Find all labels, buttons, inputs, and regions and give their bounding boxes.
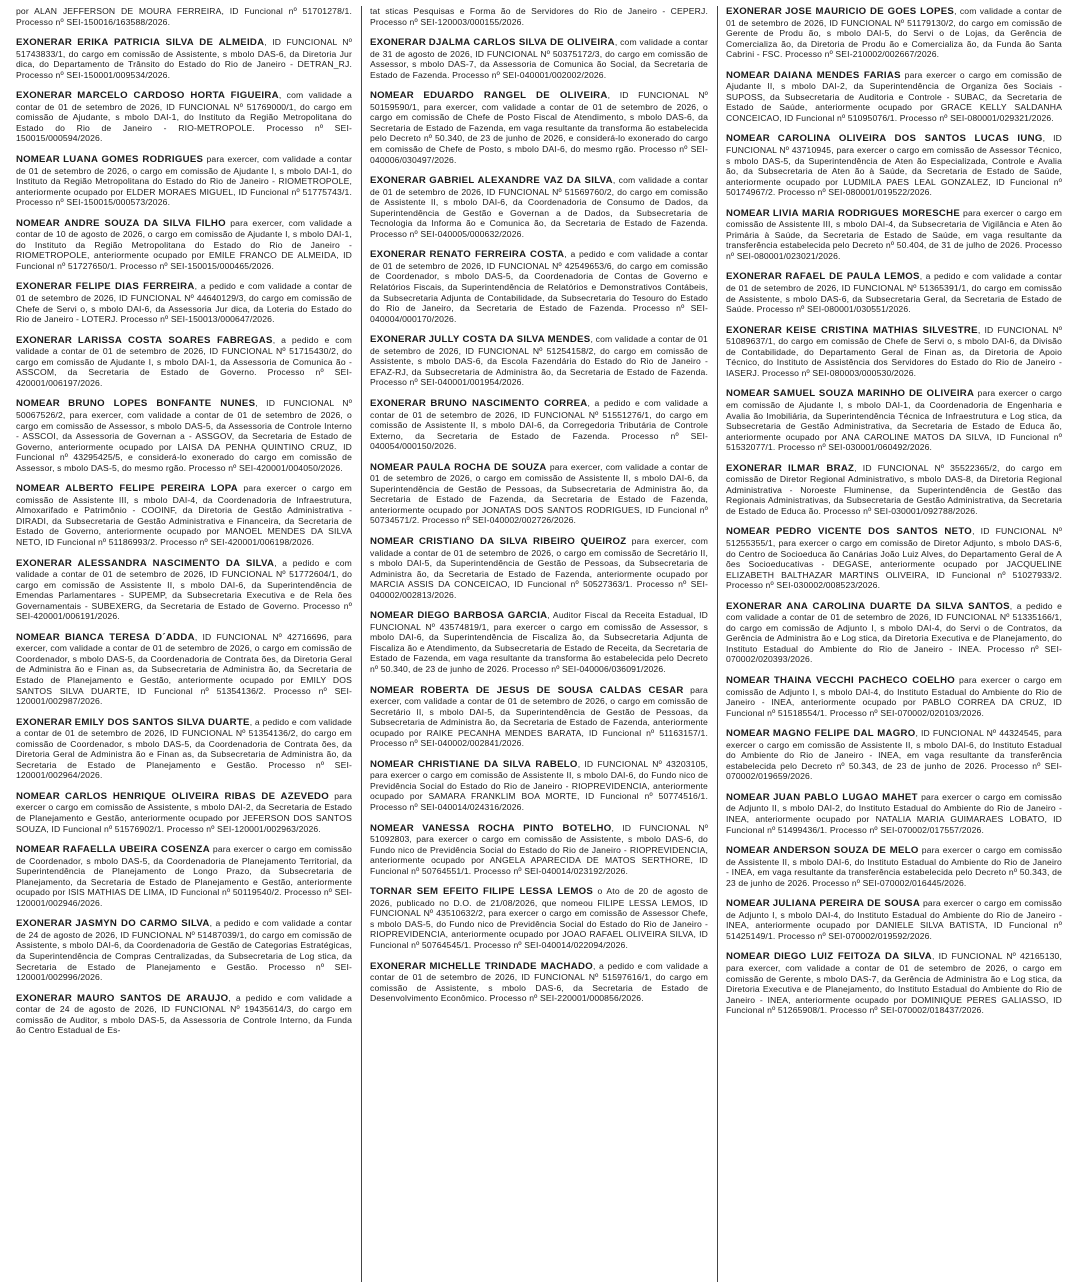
act-body-text: para exercer o cargo em comissão de Ajudante I, s mbolo DAI-1, da Coordenadoria de Engenharia e Avalia ão Imobiliária, da Superintendência Técnica de Infraestrutura e Log stica, da Subsecretaria de Gestão Administrativa, da Secretaria de Estado de Educa ão, anteriormente ocupado por ANA CAROLINE MATOS DA SILVA, ID Funcional nº 51532077/1. Processo nº SEI-030001/060492/2026. [726, 388, 1062, 453]
act-verb: NOMEAR [726, 791, 770, 803]
person-name: LUANA GOMES RODRIGUES [63, 154, 204, 166]
act-body-text: o Ato de 20 de agosto de 2026, publicado no D.O. de 21/08/2026, que nomeou FILIPE LESSA LEMOS, ID FUNCIONAL Nº 43510632/2, para exercer o cargo em comissão de Assessor Chefe, s mbolo DAS-5, do Fundo nico de Previdência Social do Estado do Rio de Janeiro - RIOPREVIDENCIA, anteriormente ocupado por JOAO RAFAEL OLIVEIRA SILVA, ID Funcional nº 50764545/1. Processo nº SEI-040014/022094/2026. [370, 886, 708, 951]
act-body-text: , a pedido e com validade a contar de 01 de setembro de 2026, ID FUNCIONAL Nº 51551276/1, do cargo em comissão de Assistente II, s mbolo DAI-6, da Corregedoria Tributária de Controle Externo, da Secretaria de Estado de Fazenda. Processo nº SEI-040054/000150/2026. [370, 397, 708, 452]
act-entry [370, 249, 708, 324]
act-entry [16, 632, 352, 707]
act-body-text: , a pedido e com validade a contar de 24 de agosto de 2026, ID FUNCIONAL Nº 51487039/1, do cargo em comissão de Assistente, s mbolo DAI-6, da Coordenadoria de Gestão de Categorias Estratégicas, da Superintendência de Compras Centralizadas, da Subsecretaria de Log stica, da Secretaria de Estado de Planejamento e Gestão. Processo nº SEI-120001/002996/2026. [16, 918, 352, 983]
act-verb: NOMEAR [726, 526, 770, 538]
act-body-text: , com validade a contar de 01 de setembro de 2026, ID FUNCIONAL Nº 51769000/1, do cargo em comissão de Ajudante, s mbolo DAI-1, do Instituto da Região Metropolitana do Estado do Rio de Janeiro - RIO-METROPOLE. Processo nº SEI-150015/000594/2026. [16, 90, 352, 144]
column-divider [361, 6, 362, 1282]
person-name: JULLY COSTA DA SILVA MENDES [428, 334, 591, 346]
person-name: MAGNO FELIPE DAL MAGRO [772, 728, 916, 740]
act-verb: NOMEAR [726, 951, 770, 963]
person-name: VANESSA ROCHA PINTO BOTELHO [422, 822, 612, 834]
person-name: KEISE CRISTINA MATHIAS SILVESTRE [786, 324, 978, 336]
person-name: MAURO SANTOS DE ARAUJO [76, 992, 229, 1004]
act-body-text: para exercer o cargo em comissão de Adjunto II, s mbolo DAI-2, do Instituto Estadual do Ambiente do Rio de Janeiro - INEA, anteriormente ocupado por NATALIA MARIA GUIMARAES LOBATO, ID Funcional nº 51499436/1. Processo nº SEI-070002/017557/2026. [726, 791, 1062, 835]
act-verb: EXONERAR [370, 397, 426, 409]
act-entry [726, 898, 1062, 941]
act-body-text: , ID FUNCIONAL Nº 44324545, para exercer o cargo em comissão de Assistente II, s mbolo DAI-6, do Instituto Estadual do Ambiente do Rio de Janeiro - INEA, em vaga resultante da transferência estabelecida pelo Decreto nº 50.343, de 23 de junho de 2026. Processo nº SEI-070002/019659/2026. [726, 728, 1062, 782]
person-name: ANDRE SOUZA DA SILVA FILHO [64, 217, 226, 229]
person-name: LIVIA MARIA RODRIGUES MORESCHE [772, 207, 961, 219]
person-name: RAFAELLA UBEIRA COSENZA [62, 844, 210, 856]
act-body-text: para exercer, com validade a contar de 01 de setembro de 2026, o cargo em comissão de Ajudante I, s mbolo DAI-1, do Instituto da Região Metropolitana do Estado do Rio de Janeiro - RIOMETROPOLE, anteriormente ocupado por ELDER MORAES MIGUEL, ID Funcional nº 51775743/1. Processo nº SEI-150015/000573/2026. [16, 154, 352, 208]
person-name: PEDRO VICENTE DOS SANTOS NETO [775, 526, 973, 538]
act-verb: NOMEAR [16, 217, 60, 229]
act-entry [16, 844, 352, 908]
act-entry [16, 717, 352, 781]
act-entry [370, 685, 708, 749]
act-entry [370, 961, 708, 1004]
act-body-text: , a pedido e com validade a contar de 01 de setembro de 2026, ID FUNCIONAL Nº 44640129/3, do cargo em comissão de Chefe de Servi o, s mbolo DAI-6, da Assessoria Jur dica, da Loteria do Estado do Rio de Janeiro - LOTERJ. Processo nº SEI-150013/000647/2026. [16, 281, 352, 325]
act-entry [370, 823, 708, 877]
act-verb: NOMEAR [16, 844, 60, 856]
person-name: JULIANA PEREIRA DE SOUSA [772, 898, 921, 910]
act-entry [726, 271, 1062, 314]
person-name: JOSE MAURICIO DE GOES LOPES [785, 6, 955, 17]
act-entry [370, 90, 708, 165]
person-name: MARCELO CARDOSO HORTA FIGUEIRA [77, 90, 279, 102]
act-verb: NOMEAR [370, 535, 414, 547]
person-name: FILIPE LESSA LEMOS [483, 886, 594, 898]
person-name: DIEGO LUIZ FEITOZA DA SILVA [773, 951, 932, 963]
act-verb: EXONERAR [726, 271, 782, 283]
act-entry [16, 398, 352, 473]
person-name: EMILY DOS SANTOS SILVA DUARTE [74, 716, 250, 728]
act-verb: EXONERAR [370, 334, 426, 346]
person-name: BIANCA TERESA D´ADDA [64, 631, 195, 643]
person-name: CAROLINA OLIVEIRA DOS SANTOS LUCAS IUNG [777, 133, 1043, 145]
person-name: DAIANA MENDES FARIAS [773, 69, 901, 81]
act-verb: EXONERAR [16, 90, 72, 102]
act-verb: EXONERAR [370, 960, 426, 972]
act-entry [726, 6, 1062, 60]
act-entry [370, 334, 708, 388]
act-body-text: para exercer o cargo em comissão de Assistente III, s mbolo DAI-4, da Subsecretaria de Vigilância e Aten ão Primária à Saúde, da Secretaria de Estado de Saúde, em vaga resultante da transferência estabelecida pelo Decreto nº 50.404, de 31 de julho de 2026. Processo nº SEI-080001/023021/2026. [726, 207, 1062, 261]
act-entry [16, 90, 352, 144]
act-entry [16, 483, 352, 547]
person-name: BRUNO NASCIMENTO CORREA [430, 397, 588, 409]
act-body-text: por ALAN JEFFERSON DE MOURA FERREIRA, ID Funcional nº 51701278/1. Processo nº SEI-150016/163588/2026. [16, 6, 352, 27]
act-body-text: , ID FUNCIONAL Nº 42165130, para exercer, com validade a contar de 01 de setembro de 2026, o cargo em comissão de Gerente, s mbolo DAS-7, da Gerência de Administra ão e Log stica, da Diretoria Executiva e de Planejamento, do Instituto Estadual do Ambiente do Rio de Janeiro - INEA, anteriormente ocupado por DOMINIQUE PERES GALIASSO, ID Funcional nº 51265908/1. Processo nº SEI-070002/018437/2026. [726, 951, 1062, 1016]
act-verb: EXONERAR [726, 600, 782, 612]
act-verb: NOMEAR [370, 461, 414, 473]
act-entry [726, 133, 1062, 197]
act-body-text: para exercer o cargo em comissão de Ajudante II, s mbolo DAI-2, da Superintendência de Organiza ões Sociais - SUPOSS, da Subsecretaria de Auditoria e Controle - SUBAC, da Secretaria de Estado de Saúde, anteriormente ocupado por GRACE KELLY SALDANHA CONCEICAO, ID Funcional nº 51095076/1. Processo nº SEI-080001/029321/2026. [726, 69, 1062, 123]
act-body-text: , a pedido e com validade a contar de 01 de setembro de 2026, ID FUNCIONAL Nº 51335166/1, do cargo em comissão de Adjunto I, s mbolo DAI-4, do Servi o de Contratos, da Gerência de Administra ão e Log stica, da Diretoria Executiva e de Planejamento, do Instituto Estadual do Ambiente do Rio de Janeiro - INEA. Processo nº SEI-070002/020393/2026. [726, 600, 1062, 665]
act-verb: NOMEAR [370, 610, 414, 622]
person-name: ALESSANDRA NASCIMENTO DA SILVA [77, 557, 275, 569]
act-entry [726, 951, 1062, 1015]
act-body-text: , a pedido e com validade a contar de 01 de setembro de 2026, ID FUNCIONAL Nº 51354136/2, do cargo em comissão de Coordenador, s mbolo DAS-5, da Coordenadoria de Contrata ões, da Diretoria Geral de Administra ão e Finan as, da Subsecretaria de Administra ão, da Secretaria de Estado de Planejamento e Gestão. Processo nº SEI-120001/002964/2026. [16, 716, 352, 781]
person-name: PAULA ROCHA DE SOUZA [417, 461, 547, 473]
act-body-text: , ID FUNCIONAL Nº 51089637/1, do cargo em comissão de Chefe de Servi o, s mbolo DAI-6, da Divisão de Contabilidade, do Departamento Geral de Finan as, da Diretoria de Apoio Técnico, do Instituto de Assistência dos Servidores do Estado do Rio de Janeiro - IASERJ. Processo nº SEI-080003/000530/2026. [726, 324, 1062, 378]
act-entry [16, 918, 352, 982]
act-verb: NOMEAR [726, 388, 770, 400]
act-body-text: , com validade a contar de 01 de setembro de 2026, ID FUNCIONAL Nº 51254158/2, do cargo em comissão de Assistente, s mbolo DAS-6, da Escola Fazendária do Estado do Rio de Janeiro - EFAZ-RJ, da Subsecretaria de Administra ão, da Secretaria de Estado de Fazenda. Processo nº SEI-040001/001954/2026. [370, 334, 708, 388]
person-name: MICHELLE TRINDADE MACHADO [429, 960, 593, 972]
act-body-text: para exercer o cargo em comissão de Assistente III, s mbolo DAI-4, da Coordenadoria de Infraestrutura, Almoxarifado e Patrimônio - COOINF, da Diretoria de Gestão Administrativa - DIRADI, da Subsecretaria de Gestão Administrativa e Financeira, da Secretaria de Estado de Governo, anteriormente ocupado por MANOEL MENDES DA SILVA NETO, ID Funcional nº 51186993/2. Processo nº SEI-420001/006198/2026. [16, 483, 352, 547]
act-entry [16, 993, 352, 1036]
act-body-text: para exercer o cargo em comissão de Assistente, s mbolo DAI-2, da Secretaria de Estado de Planejamento e Gestão, anteriormente ocupado por JEFERSON DOS SANTOS SOUZA, ID Funcional nº 51576902/1. Processo nº SEI-120001/002963/2026. [16, 790, 352, 834]
act-body-text: para exercer o cargo em comissão de Adjunto I, s mbolo DAI-4, do Instituto Estadual do Ambiente do Rio de Janeiro - INEA, anteriormente ocupado por DANIELE SILVA BATISTA, ID Funcional nº 51425149/1. Processo nº SEI-070002/019592/2026. [726, 898, 1062, 941]
person-name: RAFAEL DE PAULA LEMOS [785, 271, 920, 283]
act-entry [370, 759, 708, 813]
act-entry [16, 281, 352, 324]
act-body-text: , ID FUNCIONAL Nº 42716696, para exercer, com validade a contar de 01 de setembro de 2026, o cargo em comissão de Coordenador, s mbolo DAS-5, da Coordenadoria de Contrata ões, da Diretoria Geral de Administra ão e Finan as, da Subsecretaria de Administra ão, da Secretaria de Estado de Planejamento e Gestão, anteriormente ocupado por EMILY DOS SANTOS SILVA DUARTE, ID Funcional nº 51354136/2. Processo nº SEI-120001/002987/2026. [16, 631, 352, 707]
act-entry [726, 70, 1062, 124]
person-name: CRISTIANO DA SILVA RIBEIRO QUEIROZ [418, 535, 627, 547]
act-verb: NOMEAR [16, 154, 60, 166]
text-column-3 [726, 6, 1062, 1282]
act-verb: EXONERAR [16, 716, 72, 728]
person-name: FELIPE DIAS FERREIRA [75, 281, 195, 293]
person-name: LARISSA COSTA SOARES FABREGAS [77, 334, 273, 346]
act-entry [16, 154, 352, 208]
act-verb: EXONERAR [16, 918, 72, 930]
act-entry [16, 558, 352, 622]
act-entry [370, 886, 708, 950]
act-entry [726, 325, 1062, 379]
act-verb: NOMEAR [370, 684, 414, 696]
act-body-text: , com validade a contar de 31 de agosto de 2026, ID FUNCIONAL Nº 50375172/3, do cargo em comissão de Assessor, s mbolo DAS-7, da Assessoria de Comunica ão Social, da Secretaria de Estado de Fazenda. Processo nº SEI-040001/002002/2026. [370, 37, 708, 80]
person-name: JUAN PABLO LUGAO MAHET [773, 791, 918, 803]
act-entry [726, 208, 1062, 262]
act-verb: NOMEAR [726, 133, 770, 145]
act-verb: NOMEAR [726, 69, 770, 81]
act-body-text: , a pedido e com validade a contar de 24 de agosto de 2026, ID FUNCIONAL Nº 19435614/3, do cargo em comissão de Auditor, s mbolo DAS-5, da Assessoria de Controle Interno, da Funda ão Centro Estadual de Es- [16, 992, 352, 1036]
act-entry [16, 335, 352, 389]
text-column-2 [370, 6, 708, 1282]
act-body-text: , ID FUNCIONAL Nº 51743833/1, do cargo em comissão de Assistente, s mbolo DAS-6, da Diretoria Jur dica, do Departamento de Trânsito do Estado do Rio de Janeiro - DETRAN_RJ. Processo nº SEI-150001/009534/2026. [16, 37, 352, 80]
act-entry [726, 792, 1062, 835]
text-column-1 [16, 6, 352, 1282]
act-entry [370, 536, 708, 600]
act-entry [16, 6, 352, 27]
act-entry [370, 462, 708, 526]
act-entry [370, 610, 708, 674]
act-body-text: , com validade a contar de 01 de setembro de 2026, ID FUNCIONAL Nº 51179130/2, do cargo em comissão de Gerente de Produ ão, s mbolo DAI-5, do Servi o de Lojas, da Gerência de Comercializa ão, da Diretoria de Produ ão e Comercializa ão, da Funda ão Santa Cabrini - FSC. Processo nº SEI-210002/002667/2026. [726, 6, 1062, 60]
act-body-text: , a pedido e com validade a contar de 01 de setembro de 2026, ID FUNCIONAL Nº 51715430/2, do cargo em comissão de Ajudante I, s mbolo DAI-1, da Assessoria de Comunica ão - ASSCOM, da Secretaria de Estado de Governo. Processo nº SEI-420001/006197/2026. [16, 334, 352, 388]
person-name: JASMYN DO CARMO SILVA [75, 918, 210, 930]
act-entry [370, 37, 708, 80]
act-body-text: para exercer, com validade a contar de 01 de setembro de 2026, o cargo em comissão de Assistente II, s mbolo DAI-6, da Superintendência de Gestão de Pessoas, da Subsecretaria de Administra ão, da Secretaria de Estado de Fazenda, da Secretaria de Estado de Fazenda, anteriormente ocupado por JONATAS DOS SANTOS RODRIGUES, ID Funcional nº 50734571/2. Processo nº SEI-040002/002726/2026. [370, 461, 708, 526]
person-name: GABRIEL ALEXANDRE VAZ DA SILVA [429, 175, 613, 187]
act-verb: EXONERAR [370, 175, 426, 187]
act-body-text: para exercer o cargo em comissão de Coordenador, s mbolo DAS-5, da Coordenadoria de Planejamento Territorial, da Superintendência de Planejamento de Longo Prazo, da Subsecretaria de Planejamento, da Secretaria de Estado de Planejamento e Gestão, anteriormente ocupado por ISIS MATHIAS DE LIMA, ID Funcional nº 50119540/2. Processo nº SEI-120001/002946/2026. [16, 844, 352, 908]
act-verb: EXONERAR [370, 249, 426, 261]
act-body-text: , ID FUNCIONAL Nº 50159590/1, para exercer, com validade a contar de 01 de setembro de 2026, o cargo em comissão de Chefe de Posto Fiscal de Atendimento, s mbolo DAS-6, da Secretaria de Estado de Fazenda, em vaga resultante da transforma ão estabelecida pelo Decreto nº 50.340, de 23 de junho de 2026, e considerá-lo exonerado do cargo em comissão de Chefe de Posto, s mbolo DAI-6, do mesmo rgão. Processo nº SEI-040006/030497/2026. [370, 90, 708, 165]
act-entry [726, 845, 1062, 888]
act-verb: EXONERAR [726, 6, 782, 17]
act-entry [370, 6, 708, 27]
act-body-text: , a pedido e com validade a contar de 01 de setembro de 2026, ID FUNCIONAL Nº 42549653/6, do cargo em comissão de Coordenador, s mbolo DAS-5, da Coordenadoria de Contas de Governo e Relatórios Fiscais, da Superintendência de Relatórios e Demonstrativos Contábeis, da Subsecretaria Adjunta de Contabilidade, da Subsecretaria do Tesouro do Estado do Rio de Janeiro, da Secretaria de Estado de Fazenda. Processo nº SEI-040004/000170/2026. [370, 249, 708, 324]
person-name: DJALMA CARLOS SILVA DE OLIVEIRA [428, 37, 615, 49]
column-divider [717, 6, 718, 1282]
act-body-text: para exercer o cargo em comissão de Adjunto I, s mbolo DAI-4, do Instituto Estadual do Ambiente do Rio de Janeiro - INEA, anteriormente ocupado por PABLO CORREA DA CRUZ, ID Funcional nº 51518554/1. Processo nº SEI-070002/020103/2026. [726, 674, 1062, 718]
act-verb: NOMEAR [16, 483, 60, 495]
person-name: CHRISTIANE DA SILVA RABELO [417, 758, 578, 770]
act-body-text: , a pedido e com validade a contar de 01 de setembro de 2026, ID FUNCIONAL Nº 51772604/1, do cargo em comissão de Assistente II, s mbolo DAI-6, da Superintendência de Emendas Parlamentares - SUPEMP, da Subsecretaria Executiva e de Rela ões Governamentais - SUBEXERG, da Secretaria de Estado de Governo. Processo nº SEI-420001/006191/2026. [16, 557, 352, 622]
act-entry [726, 463, 1062, 517]
act-verb: NOMEAR [16, 790, 60, 802]
act-verb: EXONERAR [16, 992, 72, 1004]
person-name: ALBERTO FELIPE PEREIRA LOPA [65, 483, 238, 495]
person-name: SAMUEL SOUZA MARINHO DE OLIVEIRA [773, 388, 975, 400]
act-verb: NOMEAR [726, 728, 770, 740]
person-name: DIEGO BARBOSA GARCIA [417, 610, 548, 622]
act-body-text: tat sticas Pesquisas e Forma ão de Servidores do Rio de Janeiro - CEPERJ. Processo nº SEI-120003/000155/2026. [370, 6, 708, 27]
act-entry [726, 388, 1062, 452]
act-entry [726, 675, 1062, 718]
act-verb: NOMEAR [726, 674, 770, 686]
act-body-text: , ID FUNCIONAL Nº 50067526/2, para exercer, com validade a contar de 01 de setembro de 2026, o cargo em comissão de Assessor, s mbolo DAS-5, da Assessoria de Controle Interno - ASSCOI, da Assessoria de Governan a - ASSGOV, da Secretaria de Estado de Governo, anteriormente ocupado por LAISA DA PENHA QUINTINO CRUZ, ID Funcional nº 43295425/5, e considerá-lo exonerado do cargo em comissão de Assessor, s mbolo DAS-5, do mesmo rgão. Processo nº SEI-420001/004050/2026. [16, 398, 352, 473]
act-verb: NOMEAR [370, 90, 414, 102]
act-body-text: , ID FUNCIONAL Nº 35522365/2, do cargo em comissão de Diretor Regional Administrativo, s mbolo DAS-8, da Diretoria Regional Administrativa - Noroeste Fluminense, da Superintendência de Gestão das Regionais Administrativas, da Subsecretaria de Gestão Administrativa, da Secretaria de Estado de Educa ão. Processo nº SEI-030001/092788/2026. [726, 462, 1062, 516]
act-body-text: para exercer, com validade a contar de 10 de agosto de 2026, o cargo em comissão de Ajudante I, s mbolo DAI-1, do Instituto da Região Metropolitana do Estado do Rio de Janeiro - RIOMETROPOLE, anteriormente ocupado por EMILE FRANCO DE ALMEIDA, ID Funcional nº 51727650/1. Processo nº SEI-150015/000465/2026. [16, 217, 352, 271]
act-body-text: , ID FUNCIONAL Nº 43710945, para exercer o cargo em comissão de Assessor Técnico, s mbolo DAS-5, da Superintendência de Aten ão Especializada, Controle e Avalia ão, da Subsecretaria de Aten ão à Saúde, da Secretaria de Estado de Saúde, anteriormente ocupado por LUDMILA PAES LEAL GONZALEZ, ID Funcional nº 50174967/2. Processo nº SEI-080001/019522/2026. [726, 133, 1062, 198]
person-name: RENATO FERREIRA COSTA [429, 249, 565, 261]
act-verb: EXONERAR [726, 462, 782, 474]
act-entry [16, 218, 352, 272]
act-verb: EXONERAR [16, 334, 72, 346]
act-verb: NOMEAR [370, 758, 414, 770]
person-name: ANDERSON SOUZA DE MELO [773, 845, 919, 857]
act-body-text: , Auditor Fiscal da Receita Estadual, ID FUNCIONAL Nº 43574819/1, para exercer o cargo em comissão de Assessor, s mbolo DAI-6, da Superintendência de Fiscaliza ão, da Subsecretaria Adjunta de Fiscaliza ão e Atendimento, da Subsecretaria de Estado de Receita, da Secretaria de Estado de Fazenda, em vaga resultante da transforma ão estabelecida pelo Decreto nº 50.340, de 23 de junho de 2026. Processo nº SEI-040006/036091/2026. [370, 610, 708, 674]
act-verb: NOMEAR [726, 207, 770, 219]
act-verb: TORNAR SEM EFEITO [370, 886, 479, 898]
act-entry [726, 728, 1062, 782]
act-verb: NOMEAR [370, 822, 414, 834]
person-name: ROBERTA DE JESUS DE SOUSA CALDAS CESAR [420, 684, 684, 696]
person-name: ANA CAROLINA DUARTE DA SILVA SANTOS [786, 600, 1010, 612]
act-body-text: , a pedido e com validade a contar de 01 de setembro de 2026, ID FUNCIONAL Nº 51597616/1, do cargo em comissão de Assistente, s mbolo DAS-6, da Secretaria de Estado de Desenvolvimento Econômico. Processo nº SEI-220001/000856/2026. [370, 960, 708, 1004]
person-name: CARLOS HENRIQUE OLIVEIRA RIBAS DE AZEVEDO [65, 790, 330, 802]
person-name: ILMAR BRAZ [788, 462, 855, 474]
act-verb: NOMEAR [726, 898, 770, 910]
person-name: ERIKA PATRICIA SILVA DE ALMEIDA [77, 37, 265, 49]
act-body-text: , ID FUNCIONAL Nº 51092803, para exercer o cargo em comissão de Assistente, s mbolo DAS-6, do Fundo nico de Previdência Social do Estado do Rio de Janeiro - RIOPREVIDENCIA, anteriormente ocupado por ANGELA APARECIDA DE MATOS SERTHORE, ID Funcional nº 50764551/1. Processo nº SEI-040014/023192/2026. [370, 822, 708, 876]
act-entry [726, 526, 1062, 590]
act-verb: NOMEAR [16, 398, 60, 410]
act-verb: NOMEAR [16, 631, 60, 643]
act-entry [16, 37, 352, 80]
act-body-text: para exercer, com validade a contar de 01 de setembro de 2026, o cargo em comissão de Secretário II, s mbolo DAI-5, da Superintendência de Gestão de Pessoas, da Subsecretaria de Administra ão, da Secretaria de Estado de Fazenda, anteriormente ocupado por MARCIA ASSIS DA CONCEICAO, ID Funcional nº 50527363/1. Processo nº SEI-040002/002813/2026. [370, 535, 708, 600]
act-body-text: , a pedido e com validade a contar de 01 de setembro de 2026, ID FUNCIONAL Nº 51365391/1, do cargo em comissão de Assistente, s mbolo DAS-6, da Subsecretaria Geral, da Secretaria de Estado de Saúde. Processo nº SEI-080001/030551/2026. [726, 271, 1062, 315]
act-verb: EXONERAR [370, 37, 426, 49]
person-name: EDUARDO RANGEL DE OLIVEIRA [423, 90, 608, 102]
act-entry [370, 175, 708, 239]
act-verb: EXONERAR [726, 324, 782, 336]
act-entry [370, 398, 708, 452]
act-body-text: para exercer o cargo em comissão de Assistente II, s mbolo DAI-6, do Instituto Estadual do Ambiente do Rio de Janeiro - INEA, em vaga resultante da transferência estabelecida pelo Decreto nº 50.343, de 23 de junho de 2026. Processo nº SEI-070002/016445/2026. [726, 845, 1062, 888]
act-body-text: , ID FUNCIONAL Nº 51255355/1, para exercer o cargo em comissão de Diretor Adjunto, s mbolo DAS-6, do Centro de Socioeduca ão Canárias João Luiz Alves, do Departamento Geral de A ões Socioeducativas - DEGASE, anteriormente ocupado por JACQUELINE ELIZABETH BALTHAZAR MARTINS OLIVEIRA, ID Funcional nº 51027933/2. Processo nº SEI-030002/008523/2026. [726, 526, 1062, 591]
person-name: BRUNO LOPES BONFANTE NUNES [68, 398, 256, 410]
act-verb: EXONERAR [16, 37, 72, 49]
person-name: THAINA VECCHI PACHECO COELHO [773, 674, 956, 686]
act-verb: EXONERAR [16, 281, 72, 293]
act-verb: NOMEAR [726, 845, 770, 857]
act-entry [726, 601, 1062, 665]
act-body-text: para exercer, com validade a contar de 01 de setembro de 2026, o cargo em comissão de Secretário II, s mbolo DAI-5, da Superintendência de Gestão de Pessoas, da Subsecretaria de Administra ão, da Secretaria de Estado de Fazenda, anteriormente ocupado por RAIKE PECANHA MENDES BARATA, ID Funcional nº 51163157/1. Processo nº SEI-040002/002841/2026. [370, 684, 708, 749]
act-body-text: , ID FUNCIONAL Nº 43203105, para exercer o cargo em comissão de Assistente II, s mbolo DAI-6, do Fundo nico de Previdência Social do Estado do Rio de Janeiro - RIOPREVIDENCIA, anteriormente ocupado por SAMARA FRANKLIM BOA MORTE, ID Funcional nº 50774516/1. Processo nº SEI-040014/024316/2026. [370, 758, 708, 812]
act-verb: EXONERAR [16, 557, 72, 569]
act-entry [16, 791, 352, 834]
act-body-text: , com validade a contar de 01 de setembro de 2026, ID FUNCIONAL Nº 51569760/2, do cargo em comissão de Assistente II, s mbolo DAI-6, da Coordenadoria de Consumo de Dados, da Superintendência de Gestão e Governan a de Dados, da Subsecretaria de Tecnologia da Informa ão e Comunica ão, da Secretaria de Estado de Fazenda. Processo nº SEI-040005/000632/2026. [370, 175, 708, 239]
